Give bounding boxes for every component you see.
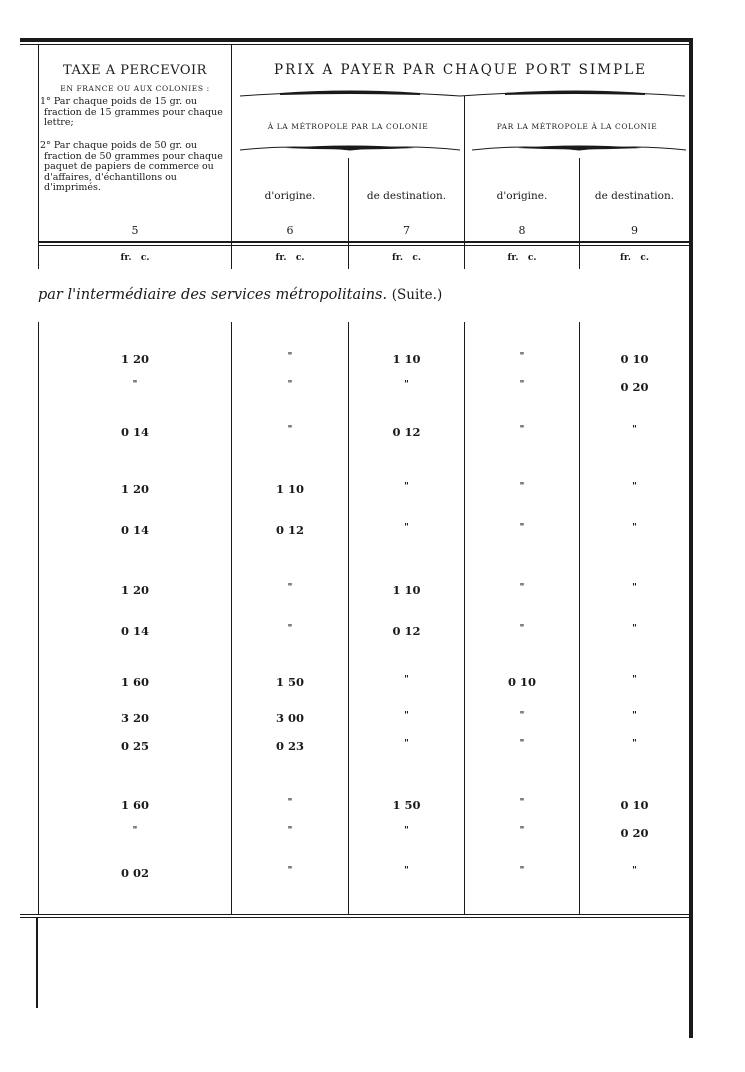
table-cell-c6: " xyxy=(287,380,293,390)
col8-header: d'origine. xyxy=(496,190,548,202)
table-cell-c8: " xyxy=(519,624,525,634)
table-cell-c6: " xyxy=(287,624,293,634)
table-cell-c8: " xyxy=(519,352,525,362)
table-cell-c8: " xyxy=(519,866,525,876)
table-cell-c5: 1 60 xyxy=(120,675,149,689)
table-cell-c9: 0 20 xyxy=(620,826,649,840)
col-number-7: 7 xyxy=(403,224,410,237)
bottom-rule xyxy=(20,914,693,915)
col6-header: d'origine. xyxy=(264,190,316,202)
table-cell-c5: " xyxy=(132,826,138,836)
unit-col5: fr. c. xyxy=(120,253,150,263)
unit-col7: fr. c. xyxy=(392,253,421,263)
table-cell-c5: " xyxy=(132,380,138,390)
lower-left-border xyxy=(36,918,38,1008)
caption-italic: par l'intermédiaire des services métropolitains. xyxy=(38,287,388,303)
col5-note-2: 2° Par chaque poids de 50 gr. ou fraction de 50 grammes pour chaque paquet de papiers de commerce ou d'affaires, d'échantillons ou d'imprimés. xyxy=(40,140,223,193)
numbers-rule-thin xyxy=(38,245,689,246)
table-cell-c7: 1 10 xyxy=(392,583,421,597)
table-cell-c9: 0 10 xyxy=(620,798,649,812)
table-cell-c5: 1 20 xyxy=(120,352,149,366)
table-cell-c6: 0 23 xyxy=(275,739,304,753)
table-cell-c6: 1 10 xyxy=(275,482,304,496)
table-cell-c8: " xyxy=(519,798,525,808)
table-cell-c5: 1 20 xyxy=(120,583,149,597)
table-cell-c9: " xyxy=(632,739,637,749)
group-right-swash xyxy=(472,142,686,156)
main-title-swash xyxy=(240,86,685,102)
table-cell-c9: " xyxy=(632,523,637,533)
table-cell-c8: " xyxy=(519,583,525,593)
table-cell-c9: " xyxy=(632,583,637,593)
numbers-rule xyxy=(38,241,689,243)
col7-header: de destination. xyxy=(366,190,447,202)
table-cell-c8: " xyxy=(519,425,525,435)
table-cell-c6: " xyxy=(287,866,293,876)
unit-col6: fr. c. xyxy=(275,253,305,263)
table-cell-c8: " xyxy=(519,523,525,533)
unit-col8: fr. c. xyxy=(507,253,537,263)
table-cell-c6: " xyxy=(287,798,293,808)
table-cell-c6: 3 00 xyxy=(275,711,304,725)
group-left-header: À LA MÉTROPOLE PAR LA COLONIE xyxy=(267,122,429,131)
table-cell-c7: 1 50 xyxy=(392,798,421,812)
table-cell-c5: 1 20 xyxy=(120,482,149,496)
col-number-8: 8 xyxy=(518,224,526,237)
table-cell-c6: " xyxy=(287,352,293,362)
table-cell-c6: " xyxy=(287,826,293,836)
table-cell-c9: 0 10 xyxy=(620,352,649,366)
col5-subtitle: EN FRANCE OU AUX COLONIES : xyxy=(60,84,210,93)
table-cell-c7: 1 10 xyxy=(392,352,421,366)
table-cell-c9: " xyxy=(632,675,637,685)
table-cell-c8: " xyxy=(519,826,525,836)
main-title: PRIX A PAYER PAR CHAQUE PORT SIMPLE xyxy=(274,62,647,78)
table-cell-c8: " xyxy=(519,739,525,749)
table-cell-c5: 0 14 xyxy=(120,624,149,638)
table-cell-c6: " xyxy=(287,583,293,593)
table-cell-c8: " xyxy=(519,482,525,492)
table-cell-c8: " xyxy=(519,380,525,390)
col9-header: de destination. xyxy=(594,190,675,202)
table-cell-c8: " xyxy=(519,711,525,721)
table-cell-c8: 0 10 xyxy=(507,675,536,689)
table-cell-c9: " xyxy=(632,482,637,492)
table-cell-c5: 0 25 xyxy=(120,739,149,753)
table-cell-c5: 1 60 xyxy=(120,798,149,812)
table-cell-c7: " xyxy=(404,482,409,492)
table-cell-c7: 0 12 xyxy=(392,425,421,439)
right-border xyxy=(689,38,693,1038)
table-cell-c7: 0 12 xyxy=(392,624,421,638)
table-cell-c7: " xyxy=(404,711,409,721)
table-cell-c7: " xyxy=(404,380,409,390)
table-cell-c5: 0 14 xyxy=(120,425,149,439)
col-number-6: 6 xyxy=(286,224,294,237)
table-cell-c9: " xyxy=(632,866,637,876)
col5-title: TAXE A PERCEVOIR xyxy=(63,63,207,78)
table-cell-c7: " xyxy=(404,675,409,685)
caption-suffix: (Suite.) xyxy=(391,287,443,303)
group-right-header: PAR LA MÉTROPOLE À LA COLONIE xyxy=(496,122,658,131)
bottom-rule-2 xyxy=(20,917,693,918)
table-cell-c9: " xyxy=(632,425,637,435)
group-left-swash xyxy=(240,142,460,156)
table-caption xyxy=(38,287,678,303)
table-cell-c7: " xyxy=(404,523,409,533)
table-cell-c7: " xyxy=(404,866,409,876)
col-number-5: 5 xyxy=(131,224,139,237)
table-cell-c9: 0 20 xyxy=(620,380,649,394)
table-cell-c6: 0 12 xyxy=(275,523,304,537)
table-cell-c7: " xyxy=(404,739,409,749)
table-cell-c5: 0 02 xyxy=(120,866,149,880)
col5-note-1: 1° Par chaque poids de 15 gr. ou fraction de 15 grammes pour chaque lettre; xyxy=(40,96,223,128)
col-number-9: 9 xyxy=(631,224,638,237)
table-cell-c9: " xyxy=(632,711,637,721)
table-cell-c7: " xyxy=(404,826,409,836)
table-cell-c5: 3 20 xyxy=(120,711,149,725)
table-cell-c5: 0 14 xyxy=(120,523,149,537)
table-cell-c6: " xyxy=(287,425,293,435)
unit-col9: fr. c. xyxy=(620,253,649,263)
top-rule-thin xyxy=(20,44,693,45)
top-rule xyxy=(20,38,693,42)
table-cell-c6: 1 50 xyxy=(275,675,304,689)
table-cell-c9: " xyxy=(632,624,637,634)
